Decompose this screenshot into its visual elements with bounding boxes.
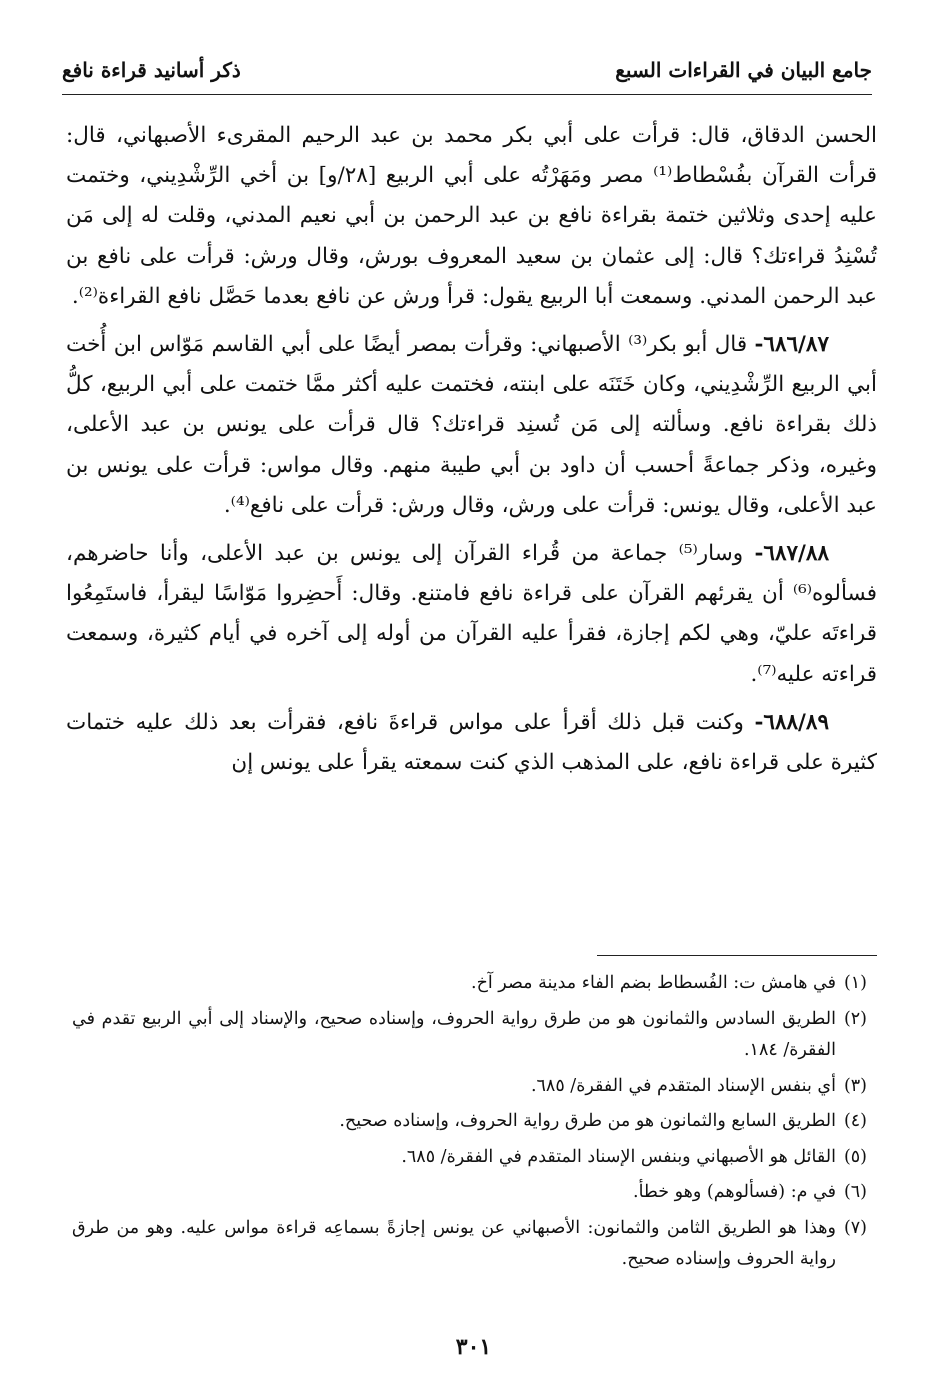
footnote-number: (٤) bbox=[843, 1111, 867, 1131]
footnote bbox=[72, 1177, 867, 1209]
paragraph-text: قال أبو بكر⁽³⁾ الأصبهاني: وقرأت بمصر أيضًا على أبي القاسم مَوّاس ابن أُخت أبي الربيع الرِّشْدِيني، وكان خَتَنَه على ابنته، فختمت عليه أكثر ممَّا ختمت على أبي الربيع، كلُّ ذلك بقراءة نافع. وسألته إلى مَن تُسنِد قراءتك؟ قال قرأت على يونس بن عبد الأعلى، وغيره، وذكر جماعةً أحسب أن داود بن أبي طيبة منهم. وقال مواس: قرأت على يونس بن عبد الأعلى، وقال يونس: قرأت على ورش، وقال ورش: قرأت على نافع⁽⁴⁾. bbox=[66, 332, 877, 518]
paragraph-text: الحسن الدقاق، قال: قرأت على أبي بكر محمد بن عبد الرحيم المقرىء الأصبهاني، قال: قرأت القرآن بفُسْطاط⁽¹⁾ مصر ومَهَرْتُه على أبي الربيع [٢٨/و] بن أخي الرِّشْدِيني، وختمت عليه إحدى وثلاثين ختمة بقراءة نافع بن عبد الرحمن بن أبي نعيم المدني، وقلت له إلى مَن تُسْنِدُ قراءتك؟ قال: إلى عثمان بن سعيد المعروف بورش، وقال ورش: قرأت على نافع بن عبد الرحمن المدني. وسمعت أبا الربيع يقول: قرأ ورش عن نافع بعدما حَصَّل نافع القراءة⁽²⁾. bbox=[66, 123, 877, 309]
main-text bbox=[66, 116, 877, 791]
paragraph-number: ٦٨٦/٨٧- bbox=[754, 332, 829, 358]
footnote-text: الطريق السادس والثمانون هو من طرق رواية الحروف، وإسناده صحيح، والإسناد إلى أبي الربيع تقدم في الفقرة/ ١٨٤. bbox=[72, 1008, 836, 1060]
footnote-number: (٣) bbox=[843, 1075, 867, 1096]
footnote-text: أي بنفس الإسناد المتقدم في الفقرة/ ٦٨٥. bbox=[530, 1075, 836, 1096]
paragraph-number: ٦٨٧/٨٨- bbox=[754, 541, 829, 567]
footnote bbox=[72, 1142, 867, 1174]
footnote-text: وهذا هو الطريق الثامن والثمانون: الأصبهاني عن يونس إجازةً بسماعِه قراءة مواس عليه. وهو من طرق رواية الحروف وإسناده صحيح. bbox=[72, 1217, 836, 1269]
paragraph bbox=[66, 534, 877, 695]
footnote bbox=[72, 1004, 867, 1067]
footnote-number: (١) bbox=[843, 973, 867, 993]
footnote bbox=[72, 1106, 867, 1138]
footnote bbox=[72, 968, 867, 1000]
page-number: ٣٠١ bbox=[455, 1334, 492, 1360]
footnote-number: (٧) bbox=[843, 1217, 867, 1238]
paragraph bbox=[66, 703, 877, 783]
footnote-number: (٢) bbox=[843, 1008, 867, 1029]
footnote-number: (٦) bbox=[843, 1182, 867, 1202]
paragraph bbox=[66, 325, 877, 526]
footnote-text: في هامش ت: الفُسطاط بضم الفاء مدينة مصر آخ. bbox=[471, 973, 836, 993]
paragraph bbox=[66, 116, 877, 317]
section-title: ذكر أسانيد قراءة نافع bbox=[62, 58, 241, 82]
footnote-text: القائل هو الأصبهاني وبنفس الإسناد المتقدم في الفقرة/ ٦٨٥. bbox=[401, 1146, 836, 1167]
footnotes bbox=[72, 968, 867, 1280]
running-header bbox=[62, 58, 872, 95]
book-title: جامع البيان في القراءات السبع bbox=[615, 58, 872, 82]
footnote bbox=[72, 1213, 867, 1276]
footnote-text: في م: (فسألوهم) وهو خطأ. bbox=[633, 1182, 836, 1202]
footnote bbox=[72, 1071, 867, 1103]
footnote-text: الطريق السابع والثمانون هو من طرق رواية الحروف، وإسناده صحيح. bbox=[339, 1111, 836, 1131]
paragraph-number: ٦٨٨/٨٩- bbox=[754, 709, 829, 735]
paragraph-text: وسار⁽⁵⁾ جماعة من قُراء القرآن إلى يونس بن عبد الأعلى، وأنا حاضرهم، فسألوه⁽⁶⁾ أن يقرئهم القرآن على قراءة نافع فامتنع. وقال: أَحضِروا مَوّاسًا ليقرأ، فاستَمِعُوا قراءتَه عليّ، وهي لكم إجازة، فقرأ عليه القرآن من أوله إلى آخره في أيام كثيرة، وسمعت قراءته عليه⁽⁷⁾. bbox=[66, 541, 877, 687]
footnote-number: (٥) bbox=[843, 1146, 867, 1167]
footnote-divider bbox=[597, 955, 877, 956]
paragraph-text: وكنت قبل ذلك أقرأ على مواس قراءةَ نافع، فقرأت بعد ذلك عليه ختمات كثيرة على قراءة نافع، على المذهب الذي كنت سمعته يقرأ على يونس إن bbox=[66, 709, 877, 776]
